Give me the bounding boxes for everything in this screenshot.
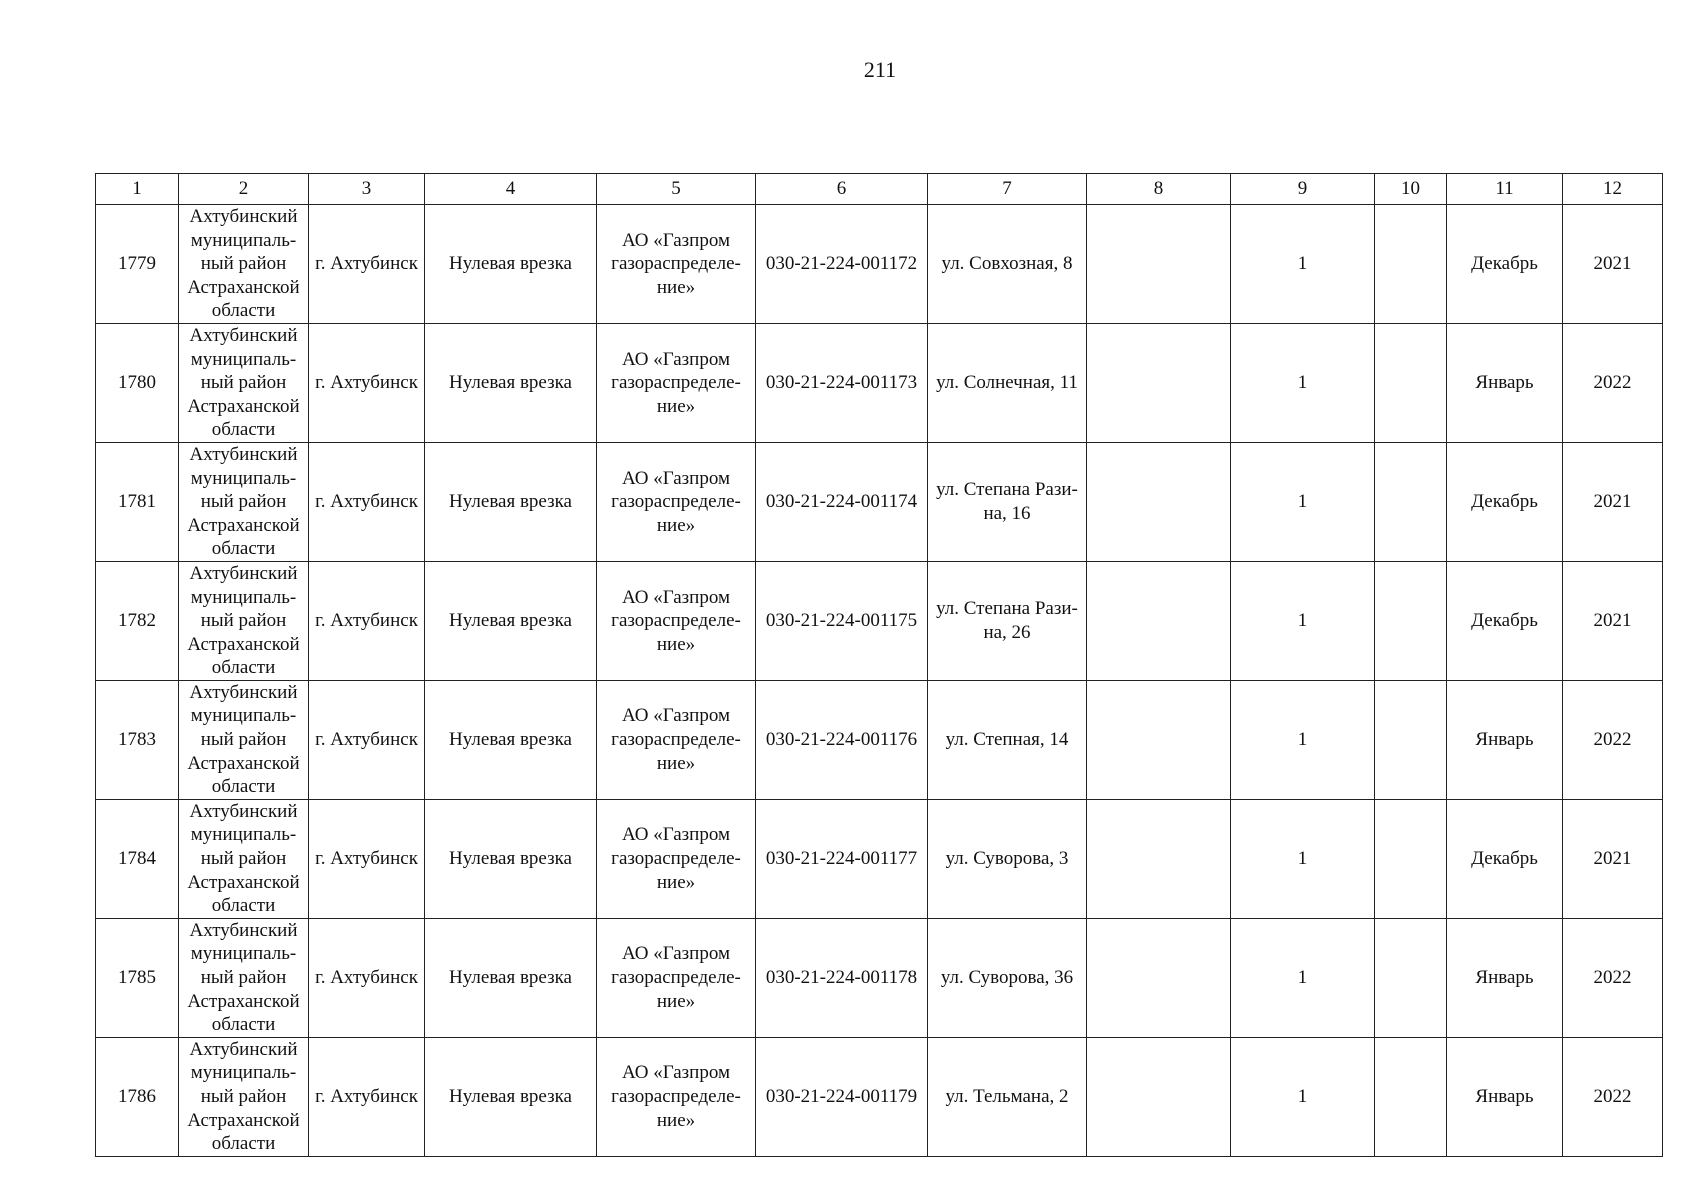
city-cell: г. Ахтубинск bbox=[309, 323, 425, 442]
count-cell: 1 bbox=[1231, 561, 1375, 680]
year-cell: 2021 bbox=[1563, 799, 1663, 918]
register-table bbox=[95, 173, 1663, 1157]
empty-cell bbox=[1375, 323, 1447, 442]
object-code-cell: 030-21-224-001176 bbox=[756, 680, 928, 799]
work-type-cell: Нулевая врезка bbox=[425, 442, 597, 561]
column-number-cell: 2 bbox=[179, 174, 309, 205]
district-cell: Ахтубинский муниципаль- ный район Астраханской области bbox=[179, 680, 309, 799]
city-cell: г. Ахтубинск bbox=[309, 1037, 425, 1156]
company-cell: АО «Газпром газораспределе- ние» bbox=[597, 1037, 756, 1156]
row-number-cell: 1781 bbox=[96, 442, 179, 561]
company-cell: АО «Газпром газораспределе- ние» bbox=[597, 561, 756, 680]
table-row bbox=[96, 799, 1663, 918]
column-number-row bbox=[96, 174, 1663, 205]
empty-cell bbox=[1375, 799, 1447, 918]
company-cell: АО «Газпром газораспределе- ние» bbox=[597, 442, 756, 561]
work-type-cell: Нулевая врезка bbox=[425, 799, 597, 918]
count-cell: 1 bbox=[1231, 1037, 1375, 1156]
table-row bbox=[96, 680, 1663, 799]
year-cell: 2021 bbox=[1563, 205, 1663, 324]
empty-cell bbox=[1375, 1037, 1447, 1156]
row-number-cell: 1786 bbox=[96, 1037, 179, 1156]
address-cell: ул. Суворова, 3 bbox=[928, 799, 1087, 918]
column-number-cell: 8 bbox=[1087, 174, 1231, 205]
object-code-cell: 030-21-224-001177 bbox=[756, 799, 928, 918]
company-cell: АО «Газпром газораспределе- ние» bbox=[597, 918, 756, 1037]
work-type-cell: Нулевая врезка bbox=[425, 561, 597, 680]
year-cell: 2021 bbox=[1563, 442, 1663, 561]
object-code-cell: 030-21-224-001178 bbox=[756, 918, 928, 1037]
month-cell: Декабрь bbox=[1447, 799, 1563, 918]
empty-cell bbox=[1087, 442, 1231, 561]
year-cell: 2022 bbox=[1563, 680, 1663, 799]
table-row bbox=[96, 205, 1663, 324]
city-cell: г. Ахтубинск bbox=[309, 561, 425, 680]
month-cell: Декабрь bbox=[1447, 442, 1563, 561]
empty-cell bbox=[1087, 918, 1231, 1037]
work-type-cell: Нулевая врезка bbox=[425, 918, 597, 1037]
city-cell: г. Ахтубинск bbox=[309, 799, 425, 918]
count-cell: 1 bbox=[1231, 680, 1375, 799]
year-cell: 2021 bbox=[1563, 561, 1663, 680]
district-cell: Ахтубинский муниципаль- ный район Астраханской области bbox=[179, 561, 309, 680]
object-code-cell: 030-21-224-001175 bbox=[756, 561, 928, 680]
table-row bbox=[96, 442, 1663, 561]
address-cell: ул. Тельмана, 2 bbox=[928, 1037, 1087, 1156]
month-cell: Январь bbox=[1447, 918, 1563, 1037]
row-number-cell: 1783 bbox=[96, 680, 179, 799]
column-number-cell: 6 bbox=[756, 174, 928, 205]
address-cell: ул. Степана Рази- на, 16 bbox=[928, 442, 1087, 561]
work-type-cell: Нулевая врезка bbox=[425, 323, 597, 442]
year-cell: 2022 bbox=[1563, 918, 1663, 1037]
row-number-cell: 1780 bbox=[96, 323, 179, 442]
empty-cell bbox=[1087, 680, 1231, 799]
table-row bbox=[96, 1037, 1663, 1156]
count-cell: 1 bbox=[1231, 205, 1375, 324]
district-cell: Ахтубинский муниципаль- ный район Астраханской области bbox=[179, 205, 309, 324]
column-number-cell: 9 bbox=[1231, 174, 1375, 205]
district-cell: Ахтубинский муниципаль- ный район Астраханской области bbox=[179, 918, 309, 1037]
company-cell: АО «Газпром газораспределе- ние» bbox=[597, 799, 756, 918]
empty-cell bbox=[1375, 561, 1447, 680]
month-cell: Январь bbox=[1447, 1037, 1563, 1156]
count-cell: 1 bbox=[1231, 442, 1375, 561]
count-cell: 1 bbox=[1231, 918, 1375, 1037]
address-cell: ул. Степная, 14 bbox=[928, 680, 1087, 799]
column-number-cell: 11 bbox=[1447, 174, 1563, 205]
address-cell: ул. Солнечная, 11 bbox=[928, 323, 1087, 442]
row-number-cell: 1782 bbox=[96, 561, 179, 680]
empty-cell bbox=[1375, 918, 1447, 1037]
column-number-cell: 5 bbox=[597, 174, 756, 205]
city-cell: г. Ахтубинск bbox=[309, 205, 425, 324]
object-code-cell: 030-21-224-001172 bbox=[756, 205, 928, 324]
empty-cell bbox=[1087, 205, 1231, 324]
empty-cell bbox=[1087, 561, 1231, 680]
month-cell: Январь bbox=[1447, 680, 1563, 799]
row-number-cell: 1784 bbox=[96, 799, 179, 918]
empty-cell bbox=[1375, 205, 1447, 324]
empty-cell bbox=[1375, 442, 1447, 561]
object-code-cell: 030-21-224-001179 bbox=[756, 1037, 928, 1156]
address-cell: ул. Суворова, 36 bbox=[928, 918, 1087, 1037]
column-number-cell: 1 bbox=[96, 174, 179, 205]
year-cell: 2022 bbox=[1563, 1037, 1663, 1156]
column-number-cell: 7 bbox=[928, 174, 1087, 205]
company-cell: АО «Газпром газораспределе- ние» bbox=[597, 680, 756, 799]
address-cell: ул. Степана Рази- на, 26 bbox=[928, 561, 1087, 680]
district-cell: Ахтубинский муниципаль- ный район Астраханской области bbox=[179, 323, 309, 442]
city-cell: г. Ахтубинск bbox=[309, 442, 425, 561]
page-number: 211 bbox=[863, 57, 897, 82]
company-cell: АО «Газпром газораспределе- ние» bbox=[597, 205, 756, 324]
empty-cell bbox=[1087, 799, 1231, 918]
object-code-cell: 030-21-224-001173 bbox=[756, 323, 928, 442]
city-cell: г. Ахтубинск bbox=[309, 918, 425, 1037]
work-type-cell: Нулевая врезка bbox=[425, 205, 597, 324]
column-number-cell: 12 bbox=[1563, 174, 1663, 205]
month-cell: Январь bbox=[1447, 323, 1563, 442]
table-row bbox=[96, 561, 1663, 680]
empty-cell bbox=[1087, 323, 1231, 442]
address-cell: ул. Совхозная, 8 bbox=[928, 205, 1087, 324]
company-cell: АО «Газпром газораспределе- ние» bbox=[597, 323, 756, 442]
city-cell: г. Ахтубинск bbox=[309, 680, 425, 799]
work-type-cell: Нулевая врезка bbox=[425, 1037, 597, 1156]
district-cell: Ахтубинский муниципаль- ный район Астраханской области bbox=[179, 1037, 309, 1156]
district-cell: Ахтубинский муниципаль- ный район Астраханской области bbox=[179, 442, 309, 561]
count-cell: 1 bbox=[1231, 799, 1375, 918]
empty-cell bbox=[1087, 1037, 1231, 1156]
work-type-cell: Нулевая врезка bbox=[425, 680, 597, 799]
object-code-cell: 030-21-224-001174 bbox=[756, 442, 928, 561]
year-cell: 2022 bbox=[1563, 323, 1663, 442]
count-cell: 1 bbox=[1231, 323, 1375, 442]
row-number-cell: 1779 bbox=[96, 205, 179, 324]
column-number-cell: 4 bbox=[425, 174, 597, 205]
column-number-cell: 10 bbox=[1375, 174, 1447, 205]
table-row bbox=[96, 323, 1663, 442]
empty-cell bbox=[1375, 680, 1447, 799]
column-number-cell: 3 bbox=[309, 174, 425, 205]
table-row bbox=[96, 918, 1663, 1037]
month-cell: Декабрь bbox=[1447, 561, 1563, 680]
month-cell: Декабрь bbox=[1447, 205, 1563, 324]
district-cell: Ахтубинский муниципаль- ный район Астраханской области bbox=[179, 799, 309, 918]
row-number-cell: 1785 bbox=[96, 918, 179, 1037]
